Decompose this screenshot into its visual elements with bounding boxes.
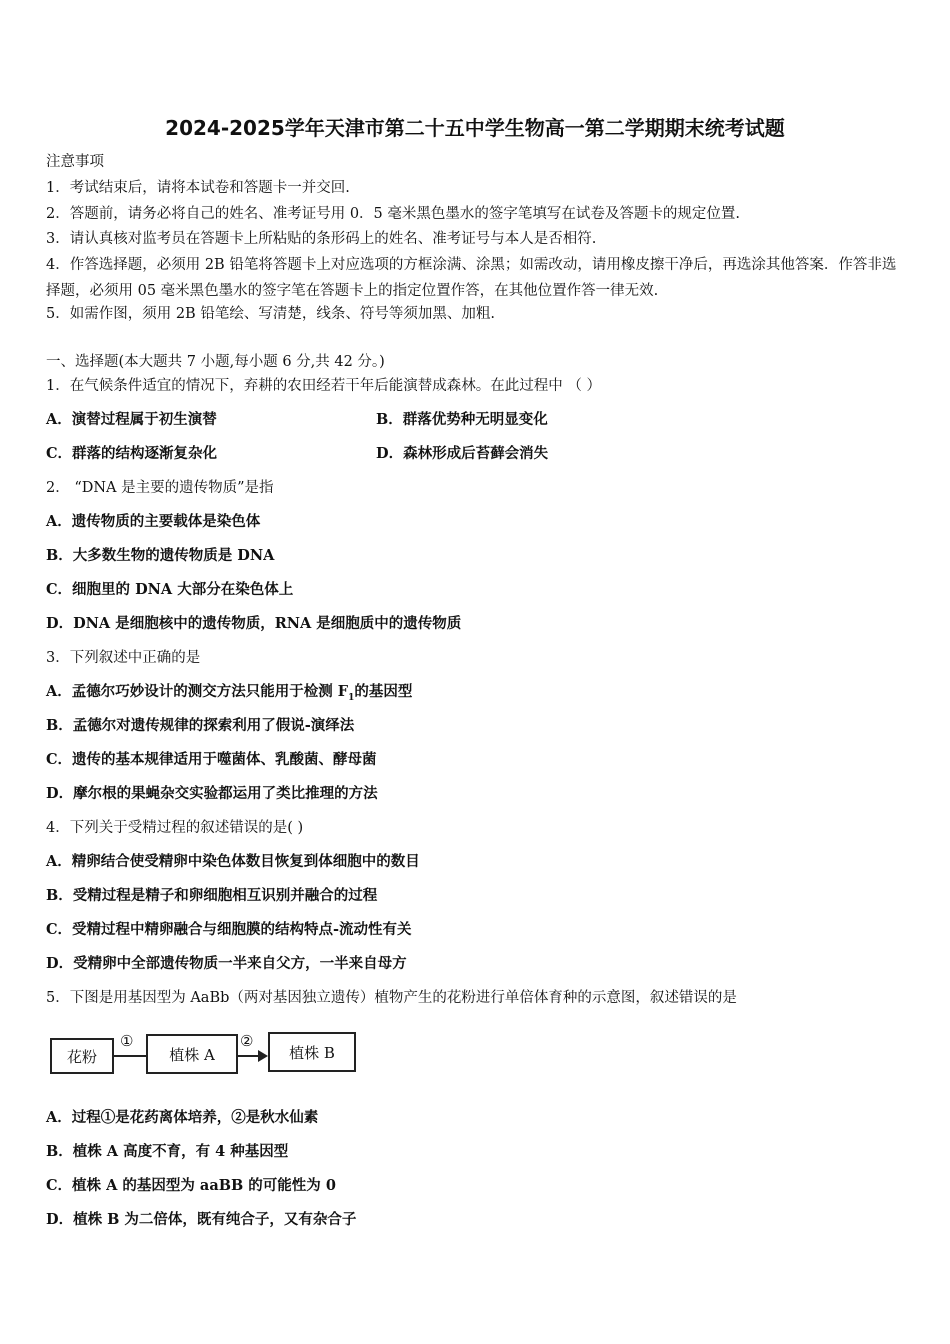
question-3-option-b: B．孟德尔对遗传规律的探索利用了假说-演绎法: [46, 717, 355, 734]
question-1-option-d: D．森林形成后苔藓会消失: [376, 445, 549, 462]
diagram-box-pollen: 花粉: [50, 1038, 114, 1074]
question-1-option-c: C．群落的结构逐渐复杂化: [46, 445, 218, 462]
diagram-step-2: ②: [240, 1032, 254, 1050]
question-3-option-a-tail: 的基因型: [354, 683, 413, 700]
question-4-option-d: D．受精卵中全部遗传物质一半来自父方，一半来自母方: [46, 955, 407, 972]
diagram-box-plant-b: 植株 B: [268, 1032, 356, 1072]
question-3-option-a-subscript: 1: [348, 692, 355, 703]
question-2-option-c: C．细胞里的 DNA 大部分在染色体上: [46, 581, 294, 598]
notice-item-5: 5．如需作图，须用 2B 铅笔绘、写清楚，线条、符号等须加黑、加粗.: [46, 306, 495, 322]
question-1-option-a: A．演替过程属于初生演替: [46, 411, 217, 428]
question-5-stem: 5．下图是用基因型为 AaBb（两对基因独立遗传）植物产生的花粉进行单倍体育种的示意图，叙述错误的是: [46, 990, 737, 1006]
question-4-stem: 4．下列关于受精过程的叙述错误的是( ): [46, 820, 304, 836]
question-4-option-a: A．精卵结合使受精卵中染色体数目恢复到体细胞中的数目: [46, 853, 420, 870]
question-3-option-a: [46, 682, 412, 708]
diagram-box-plant-a: 植株 A: [146, 1034, 238, 1074]
question-5-option-a: A．过程①是花药离体培养，②是秋水仙素: [46, 1109, 319, 1126]
notice-item-3: 3．请认真核对监考员在答题卡上所粘贴的条形码上的姓名、准考证号与本人是否相符.: [46, 231, 597, 247]
section-heading: 一、选择题(本大题共 7 小题,每小题 6 分,共 42 分。): [46, 354, 385, 370]
question-4-option-c: C．受精过程中精卵融合与细胞膜的结构特点-流动性有关: [46, 921, 412, 938]
breeding-flow-diagram: [50, 1030, 370, 1082]
question-1-stem: 1．在气候条件适宜的情况下，弃耕的农田经若干年后能演替成森林。在此过程中 （ ）: [46, 378, 601, 394]
exam-title: 2024-2025学年天津市第二十五中学生物高一第二学期期末统考试题: [165, 116, 785, 140]
notice-item-4: 4．作答选择题，必须用 2B 铅笔将答题卡上对应选项的方框涂满、涂黑；如需改动，请用橡皮擦干净后，再选涂其他答案．作答非选择题，必须用 05 毫米黑色墨水的签字笔在答题卡上的指定位置作答，在其他位置作答一律无效.: [46, 257, 897, 299]
question-3-option-c: C．遗传的基本规律适用于噬菌体、乳酸菌、酵母菌: [46, 751, 377, 768]
notice-heading: 注意事项: [46, 154, 104, 170]
question-4-option-b: B．受精过程是精子和卵细胞相互识别并融合的过程: [46, 887, 378, 904]
diagram-arrowhead-2: [258, 1050, 268, 1062]
notice-item-1: 1．考试结束后，请将本试卷和答题卡一并交回.: [46, 180, 350, 196]
question-1-option-b: B．群落优势种无明显变化: [376, 411, 548, 428]
question-3-option-d: D．摩尔根的果蝇杂交实验都运用了类比推理的方法: [46, 785, 378, 802]
question-2-option-a: A．遗传物质的主要载体是染色体: [46, 513, 261, 530]
question-2-stem: 2． “DNA 是主要的遗传物质”是指: [46, 480, 274, 496]
question-3-stem: 3．下列叙述中正确的是: [46, 650, 201, 666]
diagram-step-1: ①: [120, 1032, 134, 1050]
question-3-option-a-text: A．孟德尔巧妙设计的测交方法只能用于检测 F: [46, 683, 349, 700]
question-2-option-d: D．DNA 是细胞核中的遗传物质，RNA 是细胞质中的遗传物质: [46, 615, 462, 632]
question-5-option-c: C．植株 A 的基因型为 aaBB 的可能性为 0: [46, 1177, 336, 1194]
notice-item-2: 2．答题前，请务必将自己的姓名、准考证号用 0．5 毫米黑色墨水的签字笔填写在试卷及答题卡的规定位置.: [46, 206, 740, 222]
question-5-option-b: B．植株 A 高度不育，有 4 种基因型: [46, 1143, 289, 1160]
question-2-option-b: B．大多数生物的遗传物质是 DNA: [46, 547, 275, 564]
question-5-option-d: D．植株 B 为二倍体，既有纯合子，又有杂合子: [46, 1211, 357, 1228]
